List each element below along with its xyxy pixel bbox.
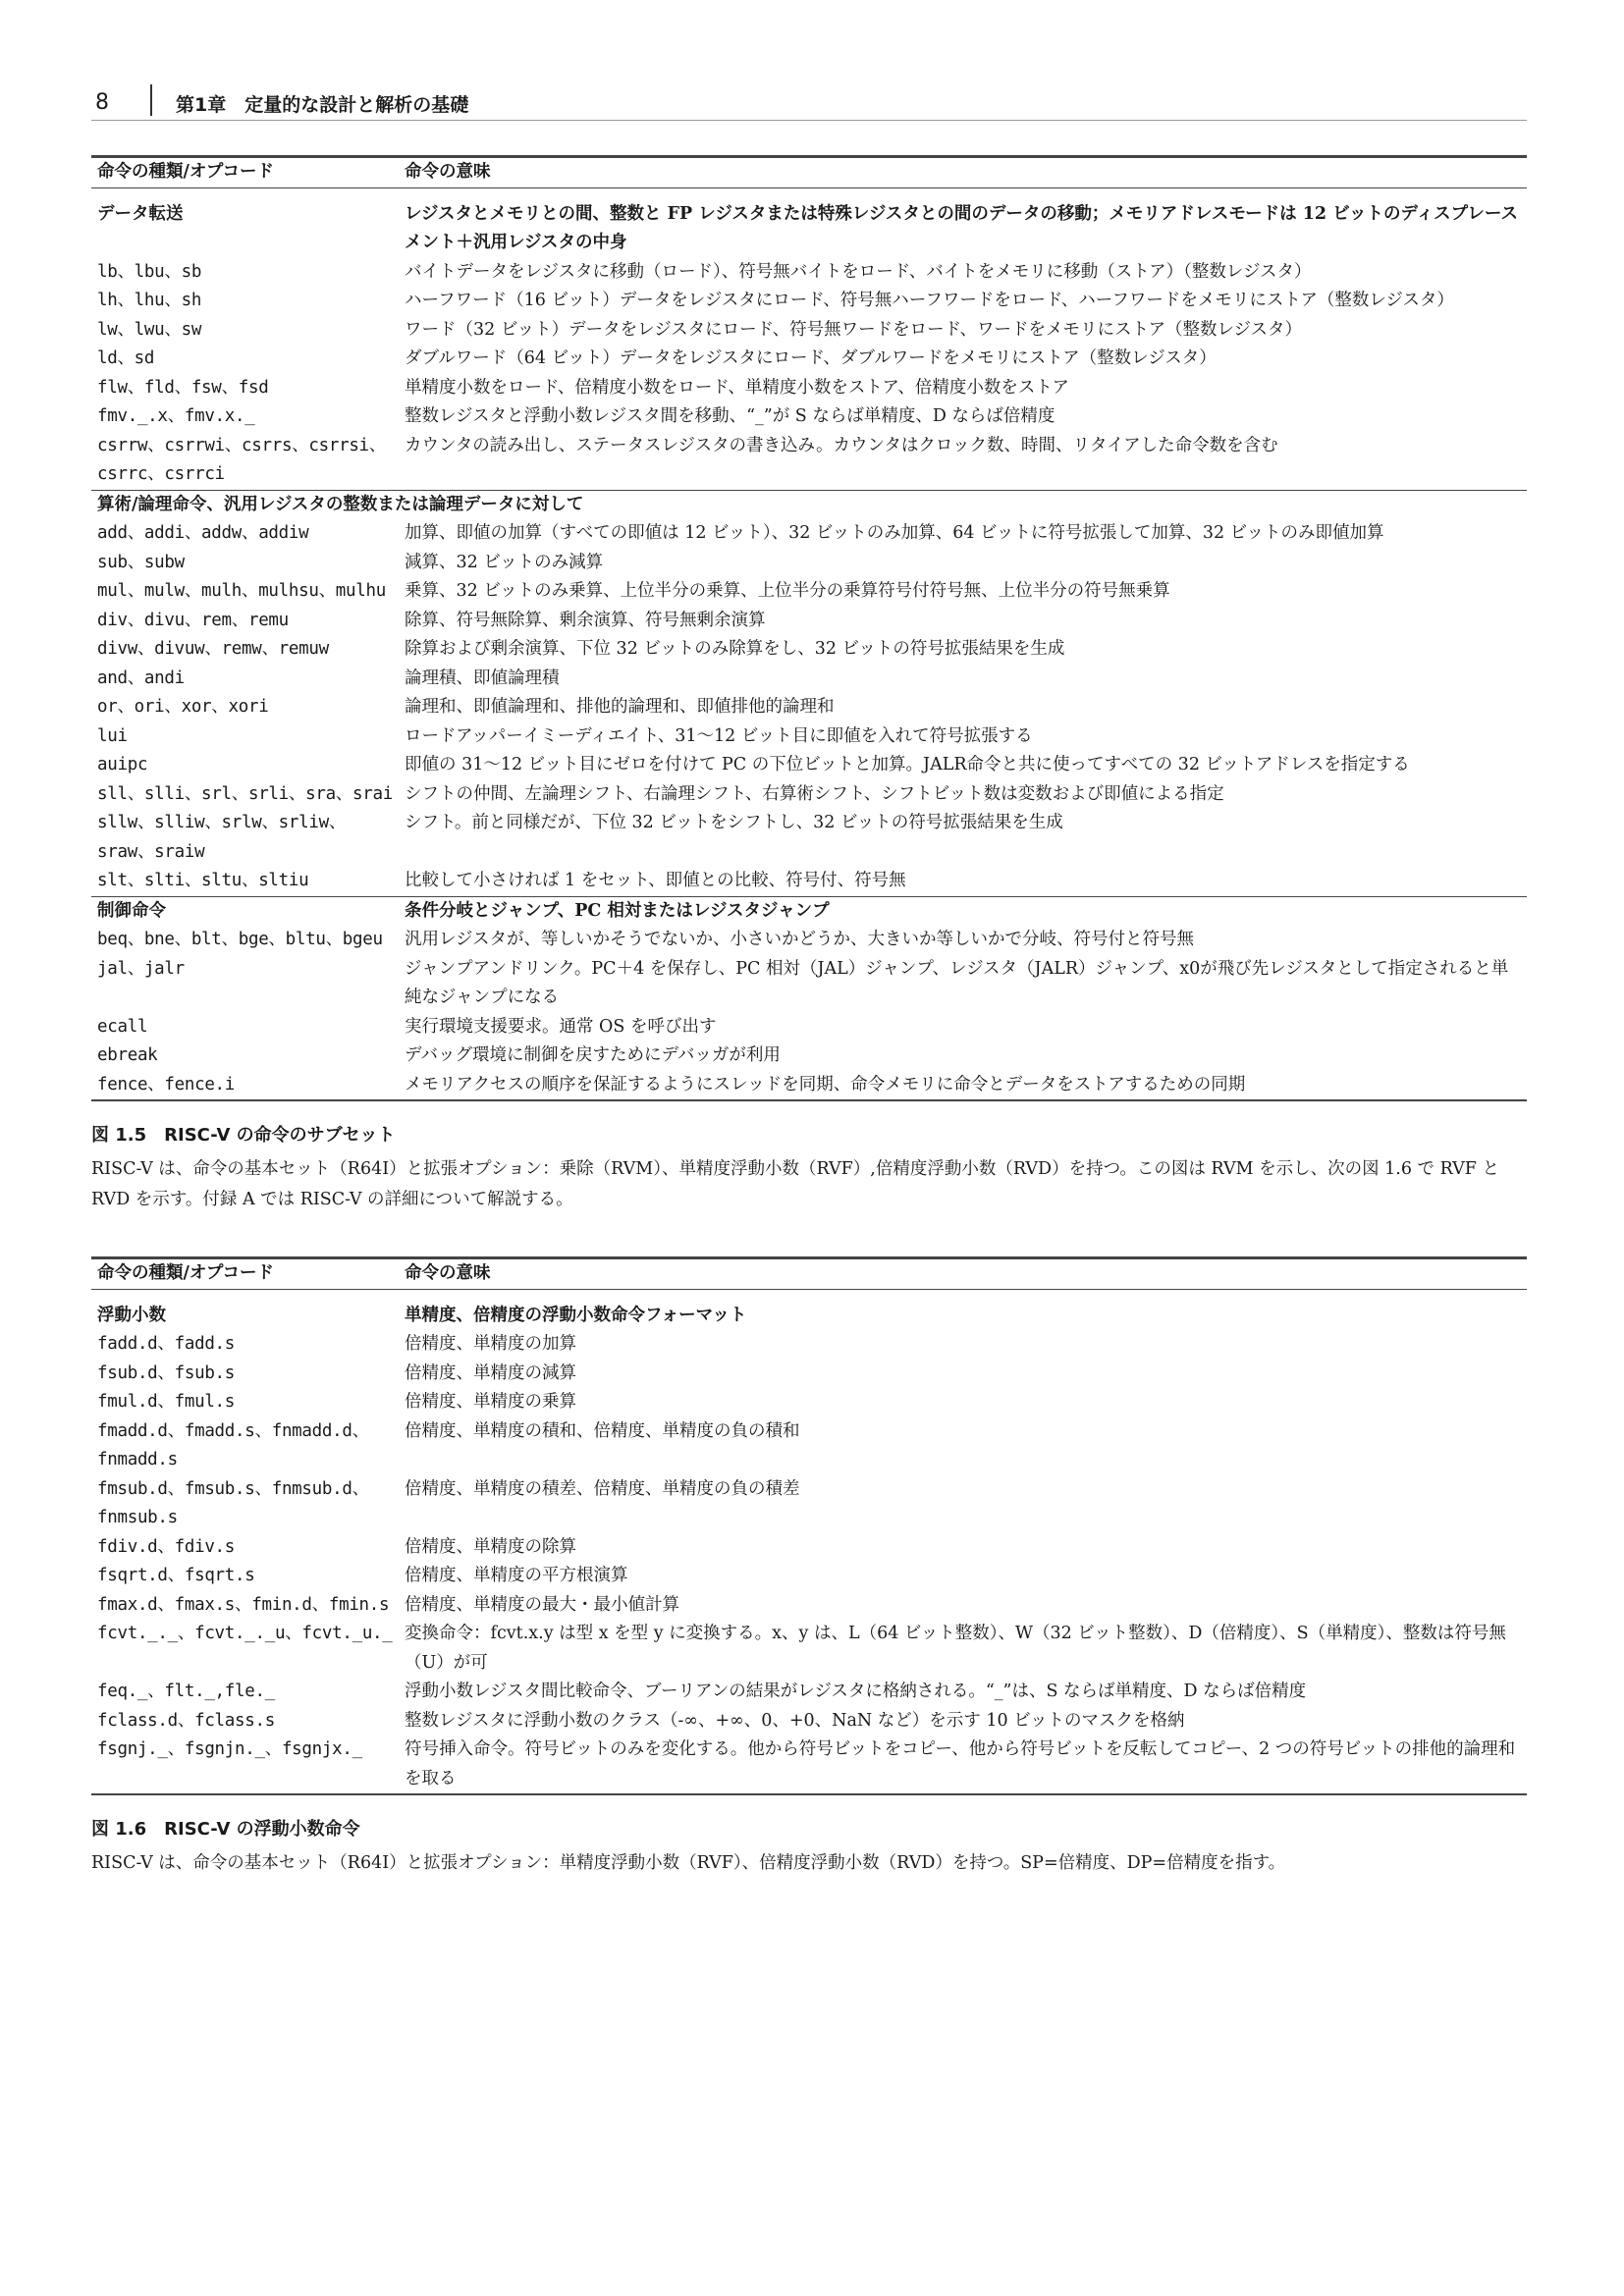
category-row [91, 490, 1527, 519]
table-row [91, 577, 1527, 607]
opcode-cell: divw、divuw、remw、remuw [97, 639, 329, 659]
meaning-cell: 比較して小さければ 1 をセット、即値との比較、符号付、符号無 [405, 871, 906, 890]
meaning-cell: 論理積、即値論理積 [405, 667, 560, 688]
table-row [91, 1013, 1527, 1042]
figure-caption-1-6: 図 1.6 RISC-V の浮動小数命令 [91, 1819, 360, 1840]
meaning-cell: 整数レジスタに浮動小数のクラス（-∞、+∞、0、+0、NaN など）を示す 10 ビットのマスクを格納 [405, 1710, 1185, 1731]
opcode-cell: slt、slti、sltu、sltiu [97, 871, 309, 890]
table-row [91, 287, 1527, 316]
meaning-cell: 倍精度、単精度の乗算 [405, 1392, 576, 1412]
column-header-opcode: 命令の種類/オプコード [91, 157, 399, 188]
table-row [91, 316, 1527, 346]
meaning-cell: 浮動小数レジスタ間比較命令、ブーリアンの結果がレジスタに格納される。“_”は、S ならば単精度、D ならば倍精度 [405, 1682, 1307, 1701]
meaning-cell: 倍精度、単精度の積差、倍精度、単精度の負の積差 [405, 1478, 800, 1499]
meaning-cell: 変換命令：fcvt.x.y は型 x を型 y に変換する。x、y は、L（64 ビット整数）、W（32 ビット整数）、D（倍精度）、S（単精度）、整数は符号無（U）が可 [405, 1624, 1506, 1673]
header-divider [150, 84, 152, 116]
table-row [91, 549, 1527, 578]
category-row [91, 896, 1527, 926]
instruction-table-2 [91, 1256, 1527, 1795]
meaning-cell: ジャンプアンドリンク。PC＋4 を保存し、PC 相対（JAL）ジャンプ、レジスタ（JALR）ジャンプ、x0が飛び先レジスタとして指定されると単純なジャンプになる [405, 958, 1509, 1007]
table-row [91, 1388, 1527, 1417]
table-row [91, 955, 1527, 1013]
instruction-table-1 [91, 155, 1527, 1101]
table-row [91, 1071, 1527, 1101]
meaning-cell: メモリアクセスの順序を保証するようにスレッドを同期、命令メモリに命令とデータをストアするための同期 [399, 1071, 1527, 1101]
opcode-cell: beq、bne、blt、bge、bltu、bgeu [97, 930, 383, 949]
category-row [91, 200, 1527, 258]
meaning-cell: 倍精度、単精度の積和、倍精度、単精度の負の積和 [405, 1420, 800, 1441]
table-row [91, 1475, 1527, 1533]
opcode-cell: lb、lbu、sb [97, 261, 202, 282]
category-row [91, 1302, 1527, 1331]
table-row [91, 809, 1527, 867]
figure-description-1-5: RISC-V は、命令の基本セット（R64I）と拡張オプション：乗除（RVM）、単精度浮動小数（RVF）,倍精度浮動小数（RVD）を持つ。この図は RVM を示し、次の図 1.6 で RVF と RVD を示す。付録 A では RISC-V の詳細について解説する。 [91, 1159, 1500, 1209]
meaning-cell: 除算および剰余演算、下位 32 ビットのみ除算をし、32 ビットの符号拡張結果を生成 [405, 639, 1065, 659]
table-row [91, 519, 1527, 549]
table-row [91, 402, 1527, 432]
opcode-cell: fcvt._._、fcvt._._u、fcvt._u._ [97, 1624, 393, 1643]
opcode-cell: auipc [97, 755, 148, 774]
column-header-meaning: 命令の意味 [399, 157, 1527, 188]
opcode-cell: fsub.d、fsub.s [97, 1362, 236, 1383]
table-header-row [91, 1258, 1527, 1290]
header-spacer [91, 1289, 1527, 1302]
opcode-cell: fsqrt.d、fsqrt.s [97, 1566, 255, 1585]
meaning-cell: 減算、32 ビットのみ減算 [405, 552, 604, 572]
meaning-cell: 実行環境支援要求。通常 OS を呼び出す [405, 1016, 717, 1037]
table-row [91, 751, 1527, 780]
opcode-cell: and、andi [97, 667, 185, 688]
column-header-meaning: 命令の意味 [399, 1258, 1527, 1290]
opcode-cell: fmax.d、fmax.s、fmin.d、fmin.s [97, 1594, 390, 1615]
table-row [91, 1707, 1527, 1736]
opcode-cell: fmadd.d、fmadd.s、fnmadd.d、fnmadd.s [97, 1420, 369, 1469]
table-row [91, 1735, 1527, 1794]
opcode-cell: feq._、flt._,fle._ [97, 1682, 275, 1701]
meaning-cell: カウンタの読み出し、ステータスレジスタの書き込み。カウンタはクロック数、時間、リタイアした命令数を含む [405, 435, 1278, 455]
table-row [91, 432, 1527, 491]
category-label: データ転送 [97, 203, 184, 224]
table-row [91, 926, 1527, 955]
opcode-cell: fence、fence.i [91, 1071, 399, 1101]
table-row [91, 693, 1527, 722]
header-spacer [91, 187, 1527, 200]
meaning-cell: 除算、符号無除算、剰余演算、符号無剰余演算 [405, 610, 766, 630]
table-row [91, 1417, 1527, 1475]
table-row [91, 1591, 1527, 1621]
opcode-cell: or、ori、xor、xori [97, 697, 269, 717]
opcode-cell: csrrw、csrrwi、csrrs、csrrsi、csrrc、csrrci [97, 435, 386, 484]
table-row [91, 1360, 1527, 1389]
opcode-cell: lh、lhu、sh [97, 291, 202, 310]
table-row [91, 607, 1527, 636]
opcode-cell: ecall [97, 1016, 148, 1037]
meaning-cell: 倍精度、単精度の最大・最小値計算 [405, 1594, 679, 1615]
opcode-cell: fmsub.d、fmsub.s、fnmsub.d、fnmsub.s [97, 1478, 369, 1527]
table-row [91, 374, 1527, 403]
opcode-cell: fclass.d、fclass.s [97, 1710, 275, 1731]
column-header-opcode: 命令の種類/オプコード [91, 1258, 399, 1290]
category-label: 浮動小数 [97, 1305, 166, 1325]
meaning-cell: 単精度小数をロード、倍精度小数をロード、単精度小数をストア、倍精度小数をストア [405, 377, 1069, 398]
meaning-cell: 論理和、即値論理和、排他的論理和、即値排他的論理和 [405, 697, 835, 717]
meaning-cell: 即値の 31～12 ビット目にゼロを付けて PC の下位ビットと加算。JALR命令と共に使ってすべての 32 ビットアドレスを指定する [405, 755, 1410, 774]
meaning-cell: 倍精度、単精度の減算 [405, 1362, 576, 1383]
table-header-row [91, 157, 1527, 188]
page-number: 8 [95, 90, 109, 115]
opcode-cell: jal、jalr [97, 958, 185, 979]
opcode-cell: sub、subw [97, 552, 185, 572]
table-row [91, 1041, 1527, 1071]
opcode-cell: add、addi、addw、addiw [97, 523, 309, 543]
meaning-cell: シフトの仲間、左論理シフト、右論理シフト、右算術シフト、シフトビット数は変数および即値による指定 [405, 783, 1224, 804]
opcode-cell: fsgnj._、fsgnjn._、fsgnjx._ [91, 1735, 399, 1794]
table-row [91, 665, 1527, 694]
opcode-cell: lw、lwu、sw [97, 319, 202, 340]
opcode-cell: fdiv.d、fdiv.s [97, 1536, 236, 1557]
category-description: 条件分岐とジャンプ、PC 相対またはレジスタジャンプ [399, 896, 1527, 926]
table-row [91, 1533, 1527, 1563]
meaning-cell: ワード（32 ビット）データをレジスタにロード、符号無ワードをロード、ワードをメモリにストア（整数レジスタ） [405, 319, 1303, 340]
category-label: 制御命令 [91, 896, 399, 926]
opcode-cell: fadd.d、fadd.s [97, 1334, 236, 1354]
table-row [91, 1620, 1527, 1678]
opcode-cell: div、divu、rem、remu [97, 610, 289, 630]
table-row [91, 1678, 1527, 1707]
opcode-cell: flw、fld、fsw、fsd [97, 377, 269, 398]
opcode-cell: ebreak [97, 1045, 158, 1065]
header-rule [91, 120, 1527, 121]
meaning-cell: 汎用レジスタが、等しいかそうでないか、小さいかどうか、大きいか等しいかで分岐、符号付と符号無 [405, 930, 1195, 949]
meaning-cell: ロードアッパーイミーディエイト、31～12 ビット目に即値を入れて符号拡張する [405, 725, 1033, 746]
figure-description-1-6: RISC-V は、命令の基本セット（R64I）と拡張オプション：単精度浮動小数（RVF）、倍精度浮動小数（RVD）を持つ。SP=倍精度、DP=倍精度を指す。 [91, 1853, 1286, 1873]
category-description: 単精度、倍精度の浮動小数命令フォーマット [405, 1305, 747, 1325]
opcode-cell: lui [97, 725, 128, 746]
table-row [91, 258, 1527, 288]
table-row [91, 867, 1527, 896]
table-row [91, 780, 1527, 810]
category-label: 算術/論理命令、汎用レジスタの整数または論理データに対して [91, 490, 1527, 519]
meaning-cell: 乗算、32 ビットのみ乗算、上位半分の乗算、上位半分の乗算符号付符号無、上位半分の符号無乗算 [405, 581, 1170, 601]
page-header [91, 84, 1527, 120]
opcode-cell: fmul.d、fmul.s [97, 1392, 236, 1412]
figure-caption-1-5: 図 1.5 RISC-V の命令のサブセット [91, 1125, 396, 1146]
table-row [91, 1562, 1527, 1591]
meaning-cell: ダブルワード（64 ビット）データをレジスタにロード、ダブルワードをメモリにストア（整数レジスタ） [405, 348, 1217, 368]
opcode-cell: mul、mulw、mulh、mulhsu、mulhu [97, 581, 386, 601]
meaning-cell: 整数レジスタと浮動小数レジスタ間を移動、“_”が S ならば単精度、D ならば倍精度 [405, 406, 1056, 426]
table-row [91, 345, 1527, 374]
table-row [91, 1330, 1527, 1360]
meaning-cell: 符号挿入命令。符号ビットのみを変化する。他から符号ビットをコピー、他から符号ビットを反転してコピー、2 つの符号ビットの排他的論理和を取る [399, 1735, 1527, 1794]
opcode-cell: ld、sd [97, 348, 155, 368]
opcode-cell: sll、slli、srl、srli、sra、srai [97, 783, 393, 804]
table-row [91, 635, 1527, 665]
category-description: レジスタとメモリとの間、整数と FP レジスタまたは特殊レジスタとの間のデータの移動；メモリアドレスモードは 12 ビットのディスプレースメント＋汎用レジスタの中身 [405, 203, 1519, 252]
meaning-cell: 倍精度、単精度の除算 [405, 1536, 576, 1557]
meaning-cell: 倍精度、単精度の加算 [405, 1334, 576, 1354]
meaning-cell: バイトデータをレジスタに移動（ロード）、符号無バイトをロード、バイトをメモリに移動（ストア）（整数レジスタ） [405, 261, 1312, 282]
meaning-cell: デバッグ環境に制御を戻すためにデバッガが利用 [405, 1045, 781, 1065]
meaning-cell: 倍精度、単精度の平方根演算 [405, 1566, 628, 1585]
opcode-cell: fmv._.x、fmv.x._ [97, 406, 255, 426]
opcode-cell: sllw、slliw、srlw、srliw、sraw、sraiw [97, 813, 347, 862]
chapter-title: 第1章 定量的な設計と解析の基礎 [176, 94, 469, 116]
table-row [91, 722, 1527, 752]
meaning-cell: シフト。前と同様だが、下位 32 ビットをシフトし、32 ビットの符号拡張結果を生成 [405, 813, 1063, 832]
meaning-cell: 加算、即値の加算（すべての即値は 12 ビット）、32 ビットのみ加算、64 ビットに符号拡張して加算、32 ビットのみ即値加算 [405, 523, 1384, 543]
meaning-cell: ハーフワード（16 ビット）データをレジスタにロード、符号無ハーフワードをロード、ハーフワードをメモリにストア（整数レジスタ） [405, 291, 1454, 310]
